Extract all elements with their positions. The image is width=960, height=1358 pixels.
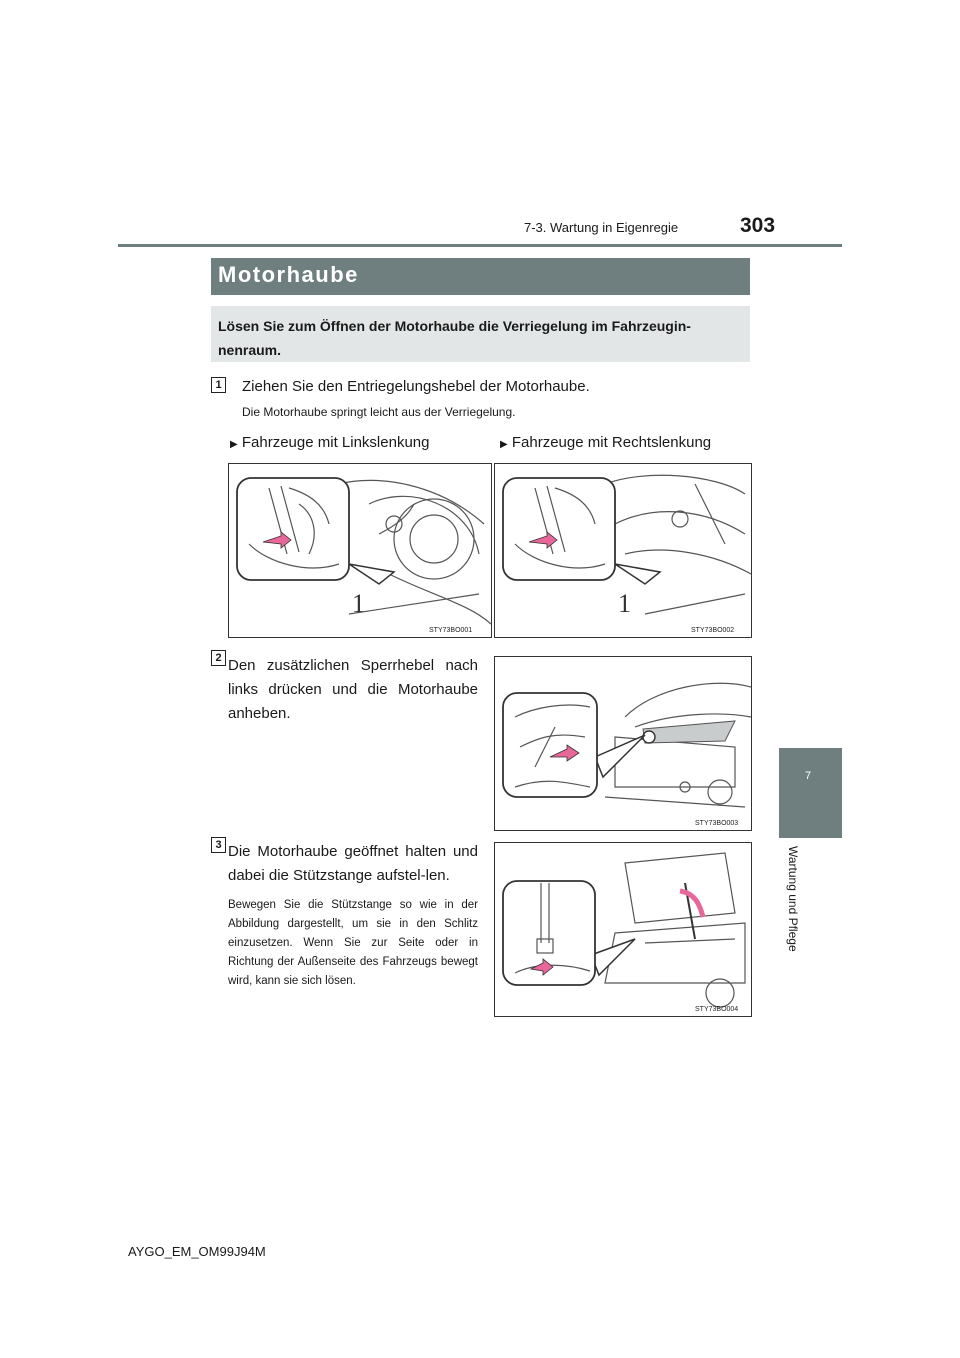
callout-number-2: 1 bbox=[618, 589, 631, 618]
figure-code-4: STY73BO004 bbox=[695, 1006, 739, 1013]
page-title: Motorhaube bbox=[218, 262, 359, 287]
step-3-marker: 3 bbox=[211, 837, 226, 853]
page-number: 303 bbox=[740, 214, 776, 237]
variant-right bbox=[500, 434, 711, 451]
header-rule bbox=[118, 244, 842, 247]
step-3-note: Bewegen Sie die Stützstange so wie in der Abbildung dargestellt, um sie in den Schlitz einzusetzen. Wenn Sie zur Seite oder in Richtung der Außenseite des Fahrzeugs bewegt wird, kann sie sich lösen. bbox=[228, 899, 478, 987]
step-2-text: Den zusätzlichen Sperrhebel nach links drücken und die Motorhaube anheben. bbox=[228, 657, 478, 722]
figure-code-1: STY73BO001 bbox=[429, 627, 473, 634]
figure-support-rod bbox=[494, 842, 752, 1017]
triangle-bullet-icon: ▶ bbox=[230, 439, 238, 450]
secondary-lever-illustration bbox=[495, 657, 751, 830]
figure-secondary-lever bbox=[494, 656, 752, 831]
intro-text: Lösen Sie zum Öffnen der Motorhaube die Verriegelung im Fahrzeugin-nenraum. bbox=[218, 318, 691, 358]
footer-doc-id: AYGO_EM_OM99J94M bbox=[128, 1244, 266, 1259]
chapter-number: 7 bbox=[805, 770, 812, 782]
support-rod-illustration bbox=[495, 843, 751, 1016]
figure-code-2: STY73BO002 bbox=[691, 627, 735, 634]
callout-number-1: 1 bbox=[352, 589, 365, 618]
figure-code-3: STY73BO003 bbox=[695, 820, 739, 827]
figure-rhd-release-lever bbox=[494, 463, 752, 638]
section-heading: 7-3. Wartung in Eigenregie bbox=[524, 220, 679, 235]
variant-right-label: Fahrzeuge mit Rechtslenkung bbox=[511, 434, 712, 451]
rhd-illustration bbox=[495, 464, 751, 637]
step-1-text: Ziehen Sie den Entriegelungshebel der Motorhaube. bbox=[242, 378, 590, 395]
triangle-bullet-icon: ▶ bbox=[500, 439, 508, 450]
chapter-tab bbox=[779, 748, 842, 838]
step-2-marker: 2 bbox=[211, 650, 226, 666]
chapter-title: Wartung und Pflege bbox=[786, 846, 800, 952]
lhd-illustration bbox=[229, 464, 491, 637]
variant-left bbox=[230, 434, 429, 451]
step-3-block bbox=[228, 840, 478, 991]
step-3-text: Die Motorhaube geöffnet halten und dabei die Stützstange aufstel-len. bbox=[228, 843, 478, 884]
step-1-note: Die Motorhaube springt leicht aus der Verriegelung. bbox=[242, 405, 516, 419]
figure-lhd-release-lever bbox=[228, 463, 492, 638]
step-1-marker: 1 bbox=[211, 377, 226, 393]
variant-left-label: Fahrzeuge mit Linkslenkung bbox=[241, 434, 430, 451]
